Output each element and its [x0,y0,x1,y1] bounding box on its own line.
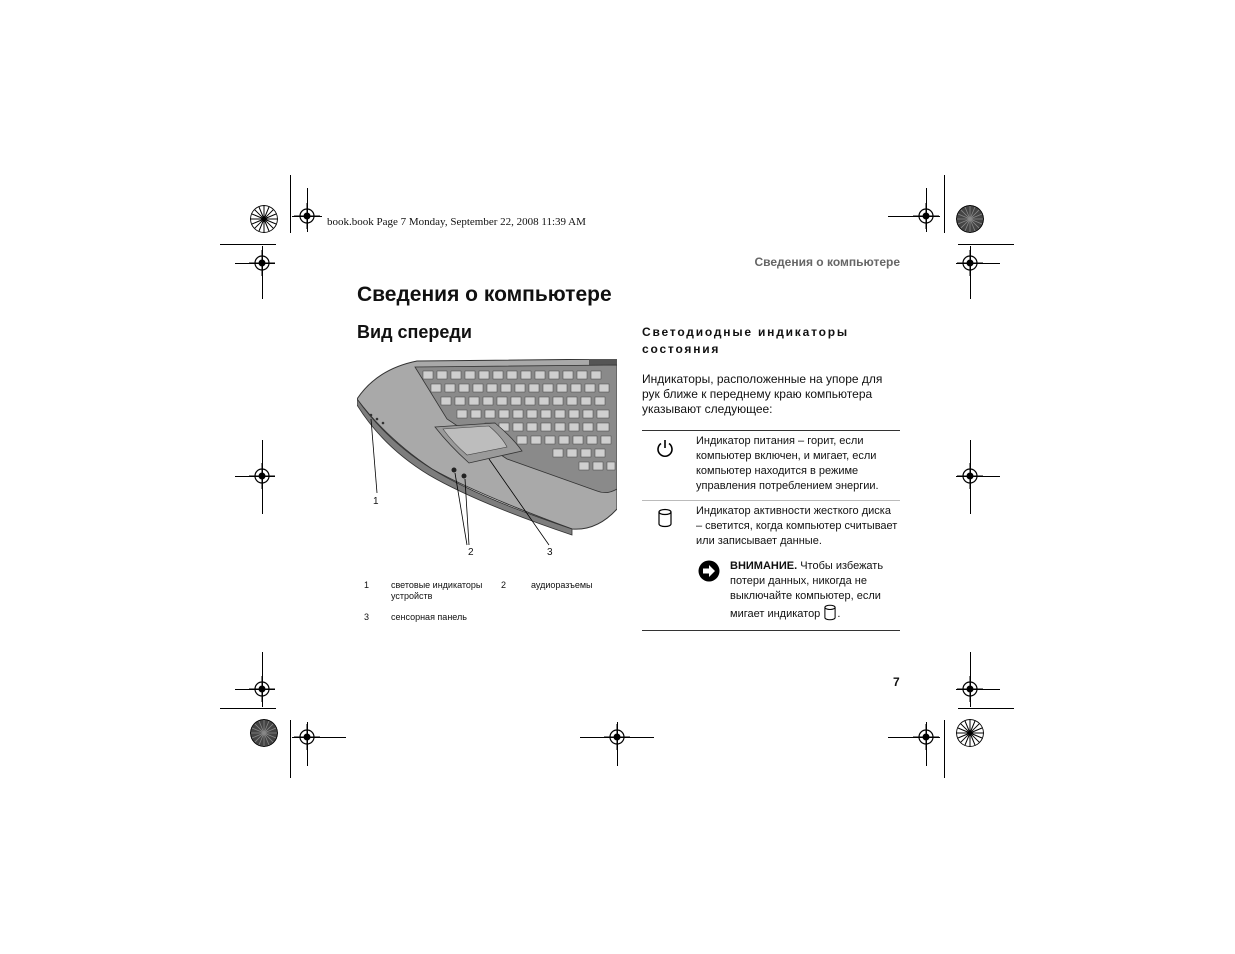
running-head: Сведения о компьютере [754,255,900,269]
registration-mark-icon [957,463,983,489]
starburst-mark-icon [956,205,984,233]
registration-mark-icon [249,250,275,276]
registration-mark-icon [294,724,320,750]
led-row-power [642,431,900,500]
legend-number: 3 [364,612,370,622]
callout-2: 2 [468,547,474,558]
hard-drive-icon [657,508,673,528]
registration-mark-icon [249,676,275,702]
led-section [642,324,900,631]
starburst-mark-icon [956,719,984,747]
callout-1: 1 [373,496,379,507]
registration-mark-icon [294,203,320,229]
led-row-text: Индикатор активности жесткого диска – светится, когда компьютер считывает или записывает данные. [696,505,898,547]
callout-3: 3 [547,547,553,558]
legend-row [364,612,614,644]
legend-text: аудиоразъемы [531,580,593,590]
registration-mark-icon [913,203,939,229]
notice-box [696,559,898,622]
legend-text: сенсорная панель [391,612,467,622]
print-slug: book.book Page 7 Monday, September 22, 2008 11:39 AM [327,216,586,228]
legend-text: световые индикаторы устройств [391,580,483,601]
led-table [642,430,900,631]
hard-drive-icon [823,604,837,621]
registration-mark-icon [249,463,275,489]
registration-mark-icon [604,724,630,750]
page-title: Сведения о компьютере [357,283,612,306]
legend-row [364,580,614,612]
laptop-front-view-figure [357,359,617,559]
notice-arrow-icon [698,560,720,582]
notice-title: ВНИМАНИЕ. [730,560,798,572]
led-row-hard-drive [642,500,900,630]
led-row-text: Индикатор питания – горит, если компьютер включен, и мигает, если компьютер находится в режиме управления потреблением энергии. [696,435,879,492]
led-section-intro: Индикаторы, расположенные на упоре для рук ближе к переднему краю компьютера указывают следующее: [642,372,883,416]
led-section-title: Светодиодные индикаторы состояния [642,325,849,356]
power-icon [655,438,675,458]
starburst-mark-icon [250,205,278,233]
starburst-mark-icon [250,719,278,747]
registration-mark-icon [913,724,939,750]
notice-text: Чтобы избежать потери данных, никогда не выключайте компьютер, если мигает индикатор [730,560,884,620]
legend-number: 2 [501,580,507,590]
registration-mark-icon [957,676,983,702]
legend-number: 1 [364,580,370,590]
figure-legend [364,580,614,644]
page-number: 7 [893,675,900,689]
registration-mark-icon [957,250,983,276]
section-title-front-view: Вид спереди [357,322,472,342]
notice-trailing: . [837,608,841,620]
